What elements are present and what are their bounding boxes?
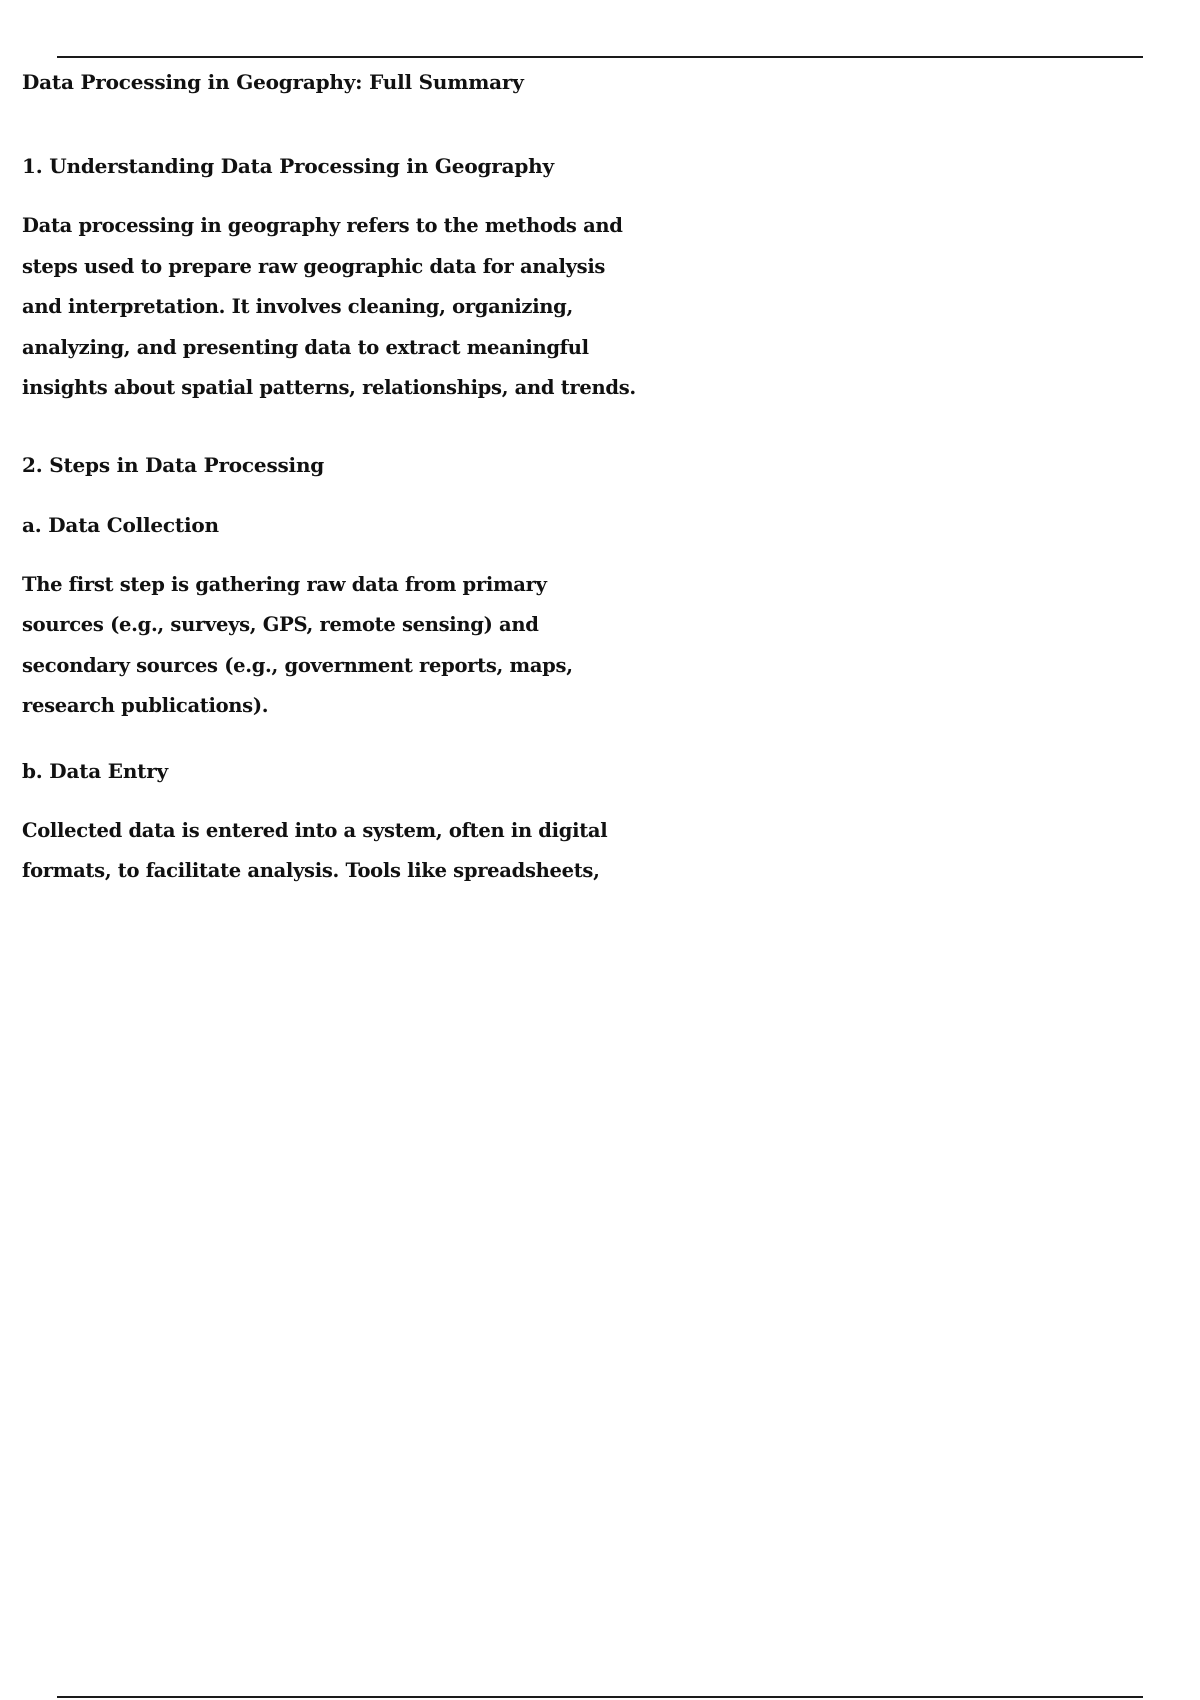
document-title: Data Processing in Geography: Full Summary [22,70,524,94]
paragraph-line: The first step is gathering raw data from primary [22,572,547,596]
paragraph-line: formats, to facilitate analysis. Tools like spreadsheets, [22,859,600,882]
paragraph-line: research publications). [22,694,269,717]
paragraph-line: secondary sources (e.g., government reports, maps, [22,653,573,677]
document-body [22,66,642,892]
paragraph-line: sources (e.g., surveys, GPS, remote sensing) and [22,613,539,636]
section-paragraph-understanding [22,206,642,409]
section-heading-understanding: 1. Understanding Data Processing in Geography [22,154,554,178]
subsection-paragraph-data-collection [22,565,642,727]
subsection-heading-data-entry: b. Data Entry [22,758,168,783]
subsection-paragraph-data-entry [22,811,642,892]
subsection-heading-data-collection: a. Data Collection [22,512,219,537]
paragraph-line: insights about spatial patterns, relationships, and trends. [22,376,636,399]
header-rule [57,56,1143,58]
section-heading-steps: 2. Steps in Data Processing [22,452,325,477]
paragraph-line: analyzing, and presenting data to extract meaningful [22,335,589,359]
paragraph-line: steps used to prepare raw geographic data for analysis [22,254,606,278]
paragraph-line: and interpretation. It involves cleaning, organizing, [22,295,574,318]
paragraph-line: Data processing in geography refers to the methods and [22,214,623,237]
footer-rule [57,1696,1143,1698]
paragraph-line: Collected data is entered into a system, often in digital [22,818,608,842]
